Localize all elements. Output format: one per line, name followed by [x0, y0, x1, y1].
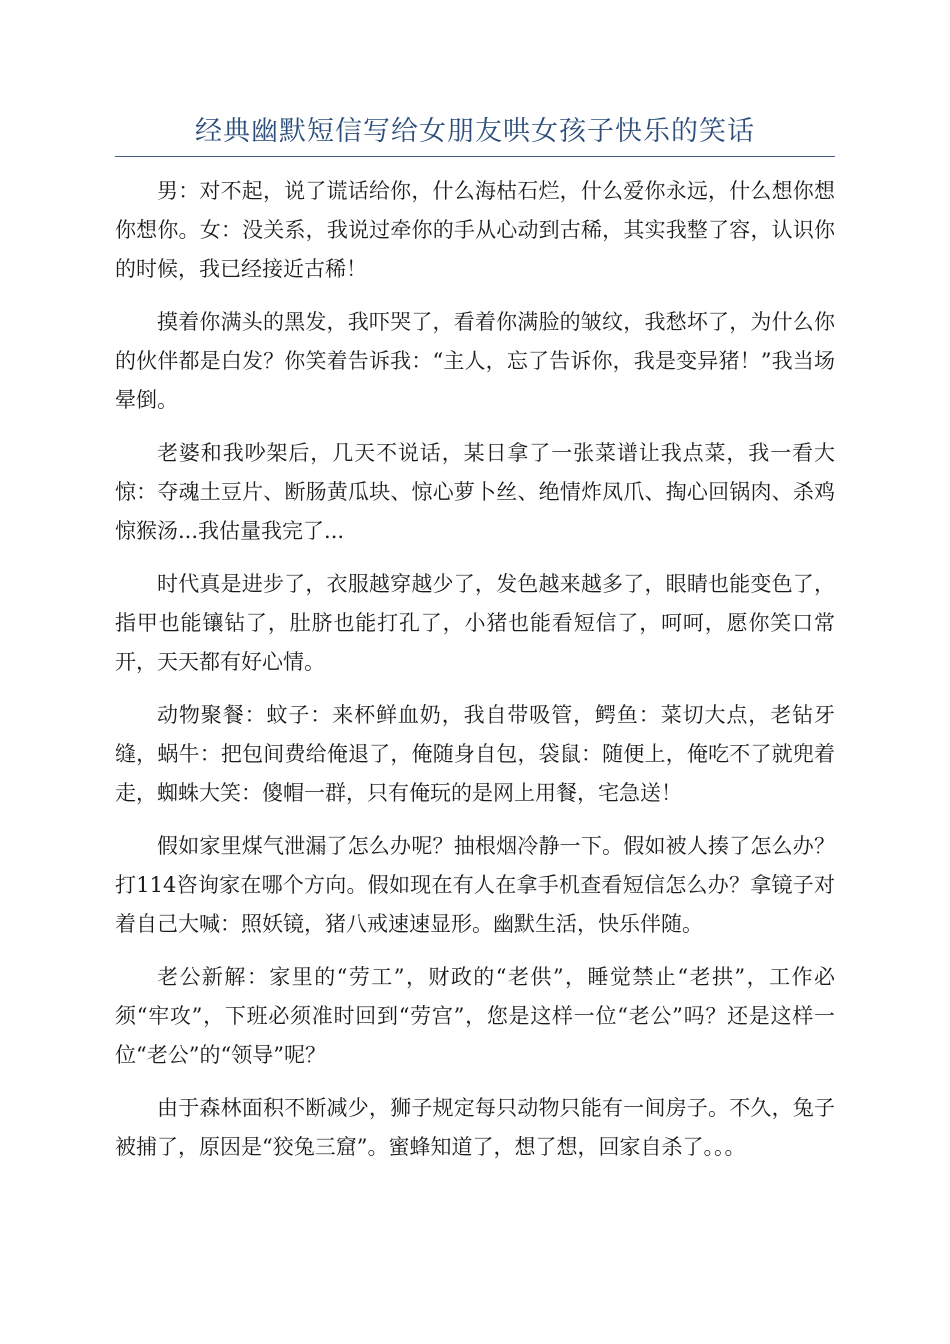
- paragraph: 摸着你满头的黑发，我吓哭了，看着你满脸的皱纹，我愁坏了，为什么你的伙伴都是白发？你笑着告诉我：“主人，忘了告诉你，我是变异猪！”我当场晕倒。: [115, 310, 835, 412]
- paragraph: 时代真是进步了，衣服越穿越少了，发色越来越多了，眼睛也能变色了，指甲也能镶钻了，肚脐也能打孔了，小猪也能看短信了，呵呵，愿你笑口常开，天天都有好心情。: [115, 572, 835, 674]
- document-title: 经典幽默短信写给女朋友哄女孩子快乐的笑话: [195, 116, 755, 147]
- paragraph: 假如家里煤气泄漏了怎么办呢？抽根烟冷静一下。假如被人揍了怎么办？打114咨询家在哪个方向。假如现在有人在拿手机查看短信怎么办？拿镜子对着自己大喊：照妖镜，猪八戒速速显形。幽默生活，快乐伴随。: [115, 834, 835, 936]
- title-block: [115, 112, 835, 157]
- paragraph: 老公新解：家里的“劳工”，财政的“老供”，睡觉禁止“老拱”，工作必须“牢攻”，下班必须准时回到“劳宫”，您是这样一位“老公”吗？还是这样一位“老公”的“领导”呢？: [115, 965, 835, 1067]
- document-body: [115, 172, 835, 1181]
- paragraph: 男：对不起，说了谎话给你，什么海枯石烂，什么爱你永远，什么想你想你想你。女：没关系，我说过牵你的手从心动到古稀，其实我整了容，认识你的时候，我已经接近古稀！: [115, 179, 835, 281]
- paragraph: 动物聚餐：蚊子：来杯鲜血奶，我自带吸管，鳄鱼：菜切大点，老钻牙缝，蜗牛：把包间费给俺退了，俺随身自包，袋鼠：随便上，俺吃不了就兜着走，蜘蛛大笑：傻帽一群，只有俺玩的是网上用餐，宅急送！: [115, 703, 835, 805]
- paragraph: 由于森林面积不断减少，狮子规定每只动物只能有一间房子。不久，兔子被捕了，原因是“狡兔三窟”。蜜蜂知道了，想了想，回家自杀了。。。: [115, 1096, 835, 1159]
- paragraph: 老婆和我吵架后，几天不说话，某日拿了一张菜谱让我点菜，我一看大惊：夺魂土豆片、断肠黄瓜块、惊心萝卜丝、绝情炸凤爪、掏心回锅肉、杀鸡惊猴汤...我估量我完了...: [115, 441, 835, 543]
